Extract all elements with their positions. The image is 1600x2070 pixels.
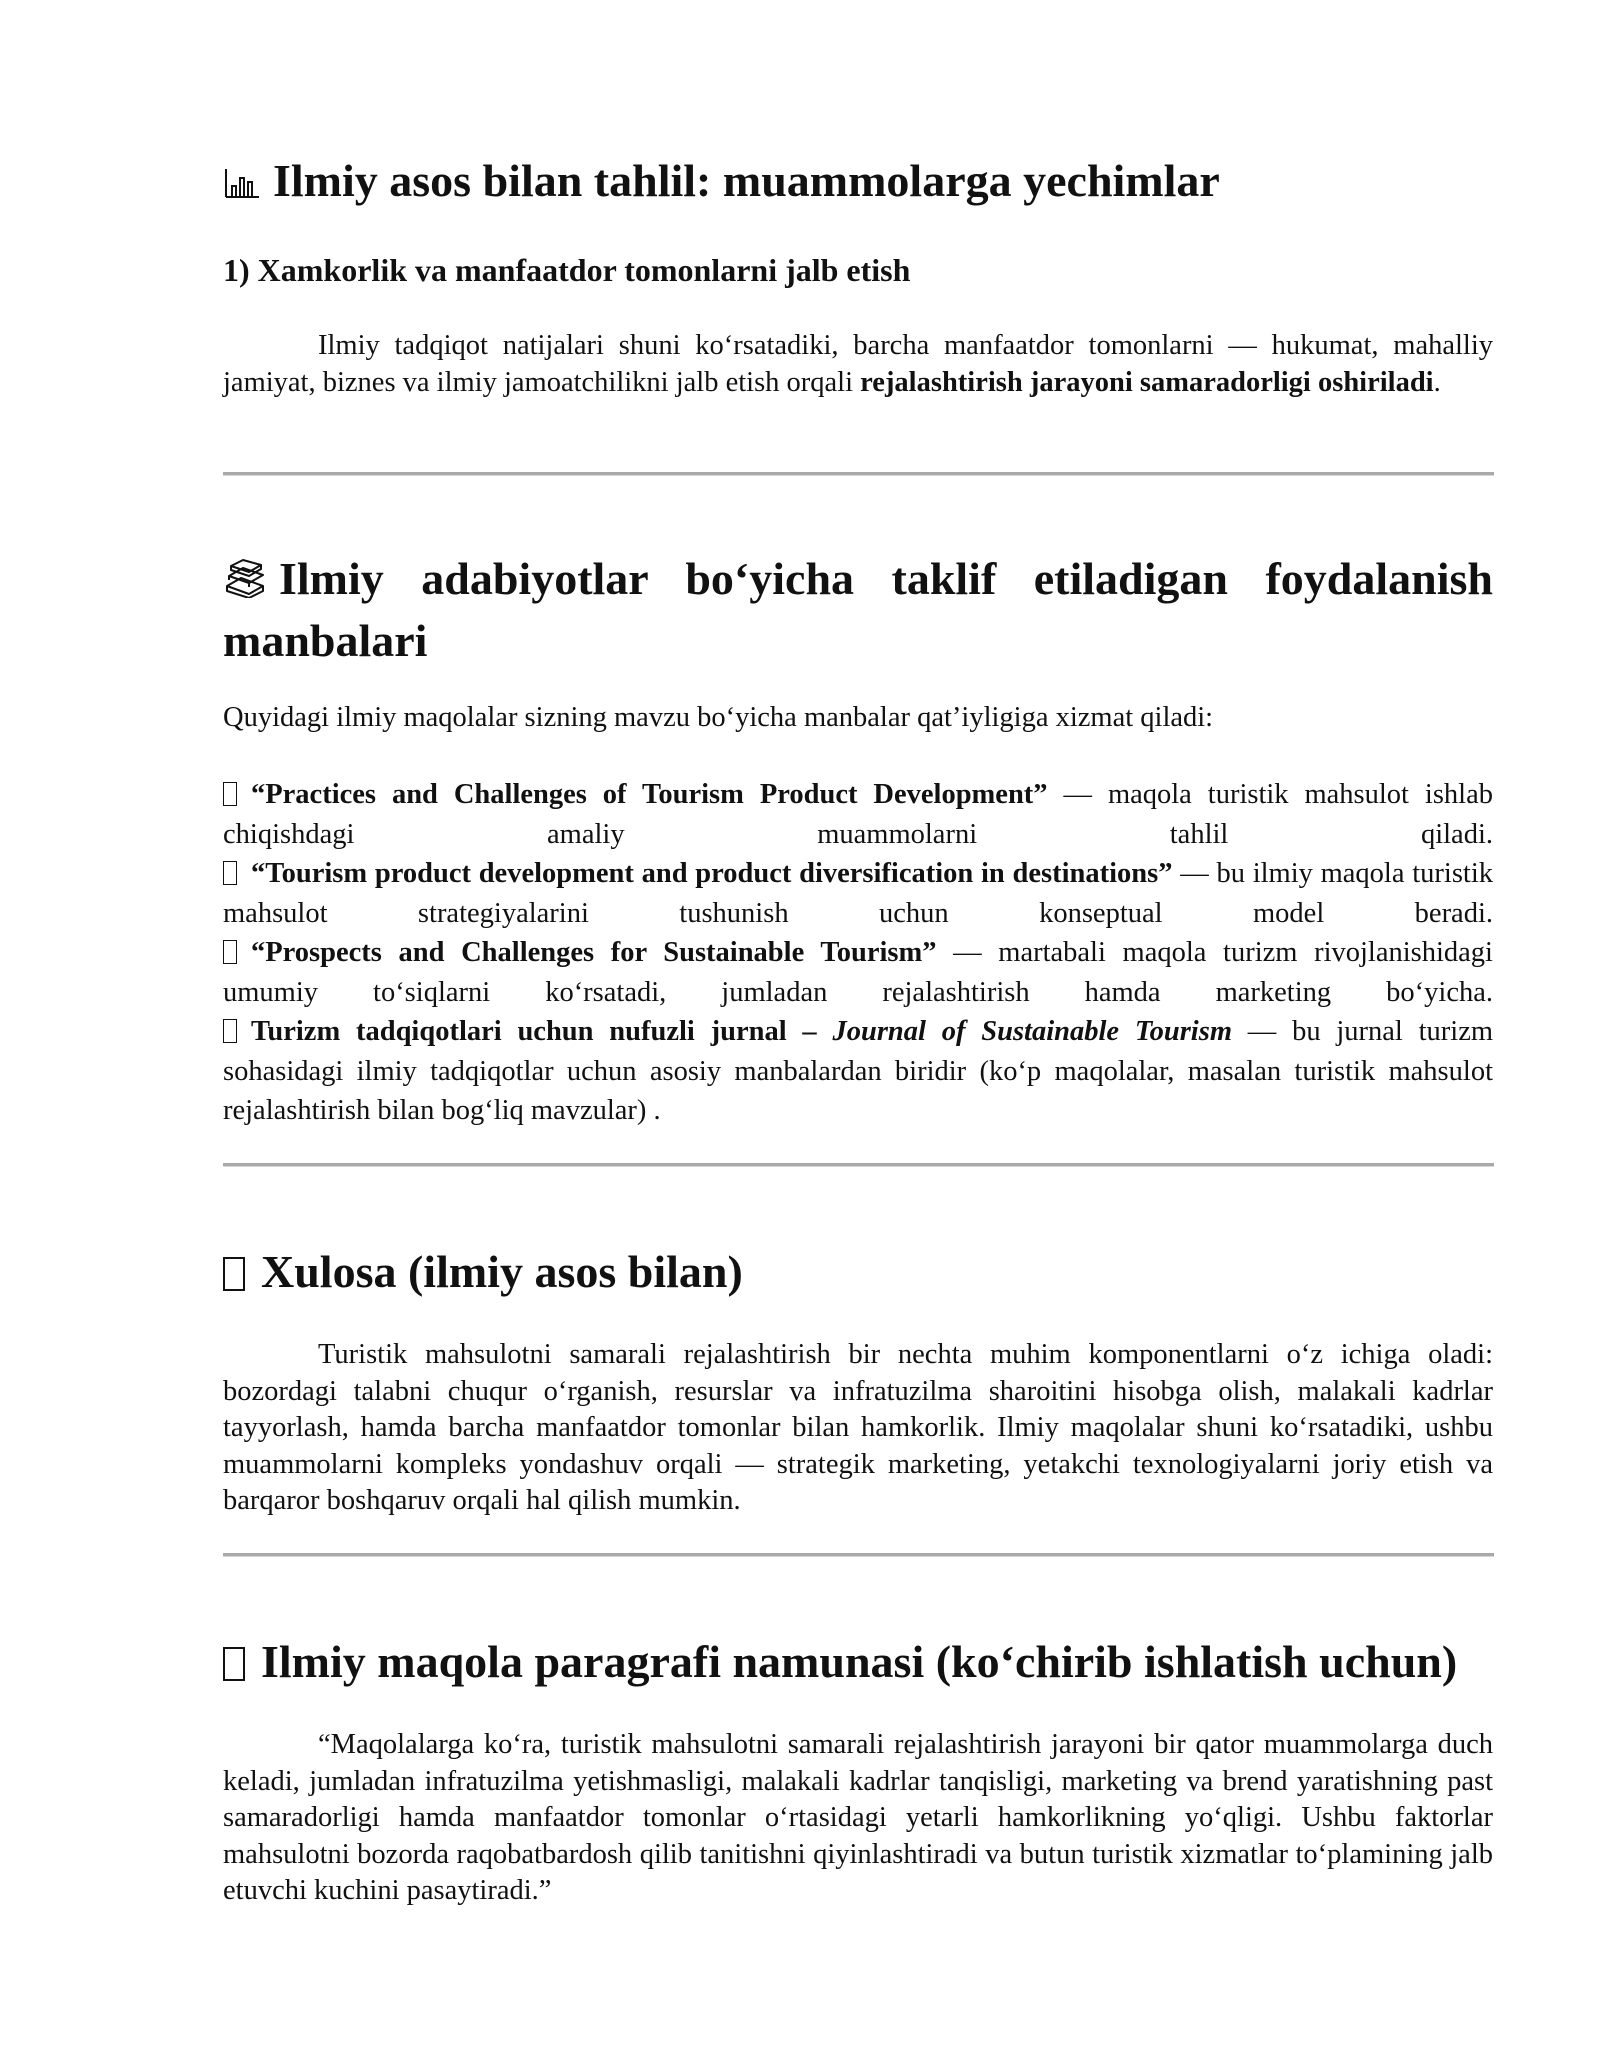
bullet-box-icon — [223, 940, 237, 964]
conclusion-paragraph: Turistik mahsulotni samarali rejalashtirish bir nechta muhim komponentlarni o‘z ichiga oladi: bozordagi talabni chuqur o‘rganish, resurslar va infratuzilma sharoitini hisobga olish, malakali kadrlar tayyorlash, hamda barcha manfaatdor tomonlar bilan hamkorlik. Ilmiy maqolalar shuni ko‘rsatadiki, ushbu muammolarni kompleks yondashuv orqali — strategik marketing, yetakchi texnologiyalarni joriy etish va barqaror boshqaruv orqali hal qilish mumkin. — [223, 1339, 1493, 1516]
reference-title: “Tourism product development and product diversification in destinations” — [251, 858, 1173, 889]
analysis-title-text: Ilmiy asos bilan tahlil: muammolarga yechimlar — [273, 155, 1220, 206]
analysis-paragraph-end: . — [1433, 366, 1441, 398]
bullet-box-icon — [223, 1019, 237, 1043]
analysis-subtitle-block — [223, 250, 1493, 290]
analysis-paragraph — [223, 328, 1493, 401]
sample-title-text: Ilmiy maqola paragrafi namunasi (ko‘chirib ishlatish uchun) — [261, 1636, 1458, 1687]
conclusion-paragraph-block — [223, 1337, 1493, 1520]
sample-heading-block — [223, 1633, 1493, 1691]
reference-description: — maqola turistik mahsulot ishlab chiqishdagi amaliy muammolarni tahlil qiladi. — [223, 779, 1494, 850]
reference-item — [223, 1012, 1493, 1131]
conclusion-title-text: Xulosa (ilmiy asos bilan) — [261, 1246, 743, 1297]
reference-description: — martabali maqola turizm rivojlanishidagi umumiy to‘siqlarni ko‘rsatadi, jumladan rejalashtirish hamda marketing bo‘yicha. — [223, 937, 1493, 1008]
sample-paragraph-block — [223, 1727, 1493, 1910]
analysis-paragraph-bold: rejalashtirish jarayoni samaradorligi oshiriladi — [860, 366, 1434, 398]
reference-title: Turizm tadqiqotlari uchun nufuzli jurnal – — [251, 1016, 817, 1047]
reference-journal-name: Journal of Sustainable Tourism — [832, 1016, 1232, 1047]
books-icon — [223, 554, 267, 612]
literature-heading-block — [223, 550, 1493, 670]
reference-description: — bu ilmiy maqola turistik mahsulot strategiyalarini tushunish uchun konseptual model beradi. — [223, 858, 1494, 929]
reference-item — [223, 775, 1493, 854]
literature-title — [223, 550, 1493, 670]
conclusion-title — [223, 1243, 1493, 1301]
analysis-heading-block — [223, 152, 1493, 214]
references-list — [223, 775, 1493, 1131]
divider-3 — [223, 1553, 1494, 1557]
reference-description: — bu jurnal turizm sohasidagi ilmiy tadqiqotlar uchun asosiy manbalardan biridir (ko‘p maqolalar, masalan turistik mahsulot rejalashtirish bilan bog‘liq mavzular) . — [223, 1016, 1494, 1126]
divider-1 — [223, 472, 1494, 476]
sample-title — [223, 1633, 1493, 1691]
analysis-subtitle: 1) Xamkorlik va manfaatdor tomonlarni jalb etish — [223, 252, 911, 288]
placeholder-icon — [223, 1647, 245, 1681]
analysis-title — [223, 152, 1493, 214]
bullet-box-icon — [223, 861, 237, 885]
analysis-paragraph-block — [223, 328, 1493, 401]
conclusion-heading-block — [223, 1243, 1493, 1301]
placeholder-icon — [223, 1257, 245, 1291]
literature-intro: Quyidagi ilmiy maqolalar sizning mavzu bo‘yicha manbalar qat’iyligiga xizmat qiladi: — [223, 702, 1214, 733]
reference-item — [223, 854, 1493, 933]
reference-title: “Prospects and Challenges for Sustainable Tourism” — [251, 937, 937, 968]
reference-item — [223, 933, 1493, 1012]
sample-paragraph: “Maqolalarga ko‘ra, turistik mahsulotni samarali rejalashtirish jarayoni bir qator muammolarga duch keladi, jumladan infratuzilma yetishmasligi, malakali kadrlar tanqisligi, marketing va brend yaratishning past samaradorligi hamda manfaatdor tomonlar o‘rtasidagi yetarli hamkorlikning yo‘qligi. Ushbu faktorlar mahsulotni bozorda raqobatbardosh qilib tanitishni qiyinlashtiradi va butun turistik xizmatlar to‘plamining jalb etuvchi kuchini pasaytiradi.” — [223, 1729, 1493, 1906]
bullet-box-icon — [223, 782, 237, 806]
divider-2 — [223, 1163, 1494, 1167]
reference-title: “Practices and Challenges of Tourism Product Development” — [251, 779, 1048, 810]
analysis-paragraph-start: Ilmiy tadqiqot natijalari shuni ko‘rsatadiki, barcha manfaatdor tomonlarni — hukumat, mahalliy jamiyat, biznes va ilmiy jamoatchilikni jalb etish orqali — [223, 330, 1493, 398]
literature-intro-block — [223, 700, 1493, 737]
literature-title-text: Ilmiy adabiyotlar bo‘yicha taklif etiladigan foydalanish manbalari — [223, 553, 1493, 667]
bar-chart-icon — [223, 156, 261, 214]
